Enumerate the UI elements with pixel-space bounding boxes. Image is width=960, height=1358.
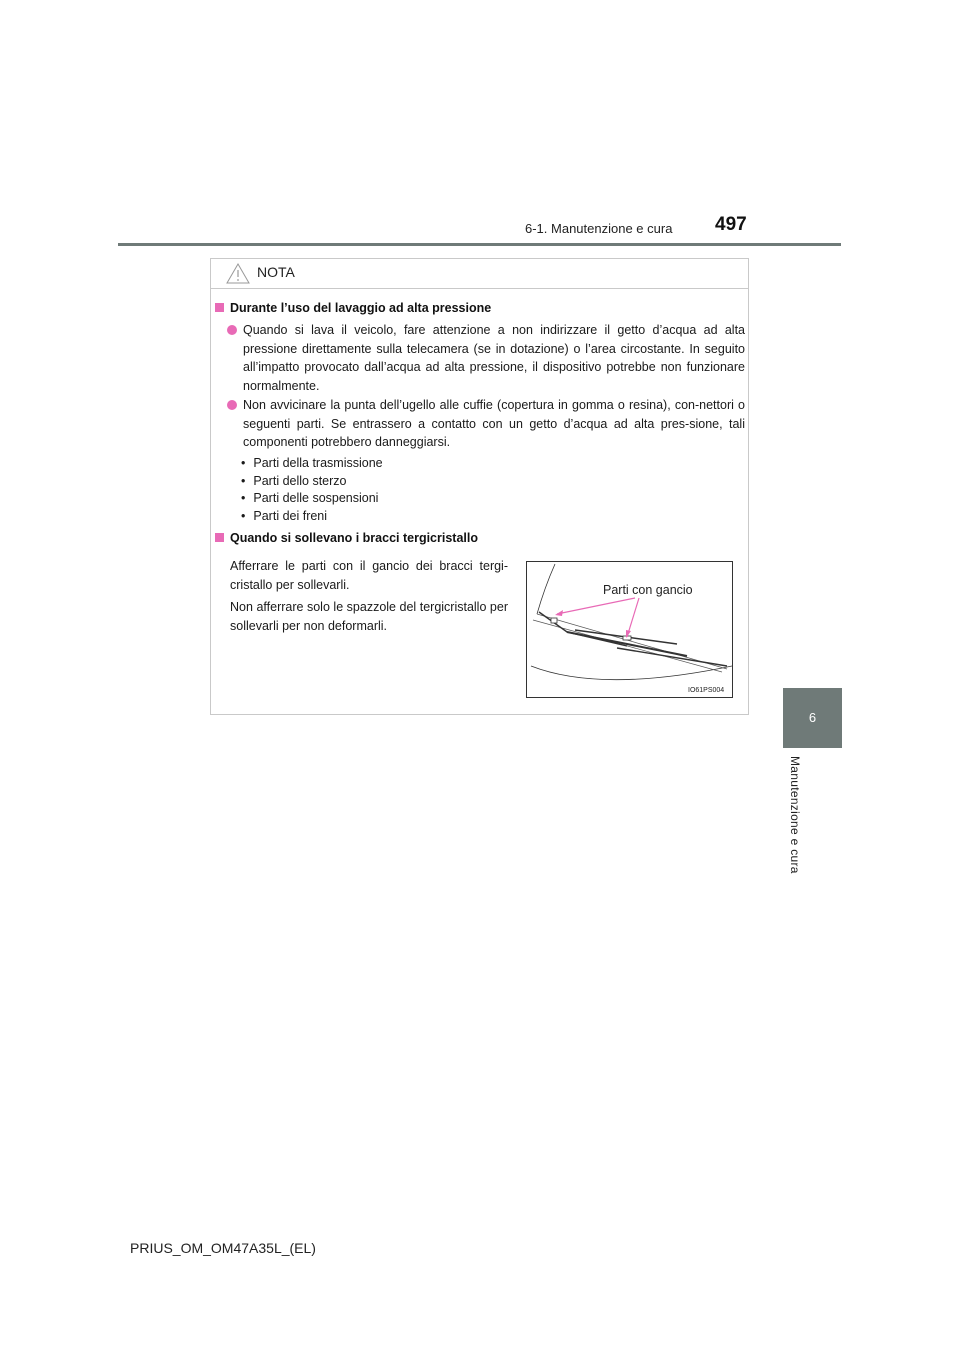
circle-bullet-icon: [227, 325, 237, 335]
figure-callout: Parti con gancio: [603, 583, 693, 597]
header-rule: [118, 243, 841, 246]
paragraph-do-not-grab-blades: Non afferrare solo le spazzole del tergicristallo per sollevarli per non deformarli.: [230, 600, 508, 633]
wiper-figure: [526, 561, 733, 698]
square-bullet-icon: [215, 303, 224, 312]
document-id: PRIUS_OM_OM47A35L_(EL): [130, 1240, 316, 1256]
paragraph-grab-hook: Afferrare le parti con il gancio dei bracci tergi-cristallo per sollevarli.: [230, 559, 508, 592]
note-title: NOTA: [257, 264, 295, 280]
chapter-tab: 6: [783, 688, 842, 748]
circle-bullet-icon: [227, 400, 237, 410]
list-item: • Parti della trasmissione: [241, 455, 383, 473]
figure-code: IO61PS004: [688, 687, 725, 694]
list-item: • Parti delle sospensioni: [241, 490, 383, 508]
page-number: 497: [715, 214, 747, 235]
warning-triangle-icon: [226, 263, 250, 284]
square-bullet-icon: [215, 533, 224, 542]
bullet-text: Non avvicinare la punta dell’ugello alle cuffie (copertura in gomma o resina), con-nettori o seguenti parti. Se entrassero a contatto con un getto d’acqua ad alta pres-sione, tali componenti potrebbero danneggiarsi.: [243, 398, 745, 449]
list-item: • Parti dello sterzo: [241, 473, 383, 491]
note-box: [210, 258, 749, 715]
chapter-tab-label: Manutenzione e cura: [788, 756, 802, 874]
section-heading-wiper-arms: [215, 531, 478, 545]
note-header: [211, 259, 748, 289]
section-title: 6-1. Manutenzione e cura: [525, 221, 673, 236]
heading-text: Durante l’uso del lavaggio ad alta pressione: [230, 301, 492, 315]
bullet-item-camera: [227, 321, 745, 395]
list-item: • Parti dei freni: [241, 508, 383, 526]
parts-list: [241, 455, 383, 525]
section-heading-pressure-wash: [215, 301, 491, 315]
heading-text: Quando si sollevano i bracci tergicristallo: [230, 531, 478, 545]
bullet-item-nozzle: [227, 396, 745, 452]
bullet-text: Quando si lava il veicolo, fare attenzione a non indirizzare il getto d’acqua ad alta pressione direttamente sulla telecamera (se in dotazione) o l’area circostante. In seguito all’impatto provocato dall’acqua ad alta pressione, il dispositivo potrebbe non funzionare normalmente.: [243, 323, 745, 393]
